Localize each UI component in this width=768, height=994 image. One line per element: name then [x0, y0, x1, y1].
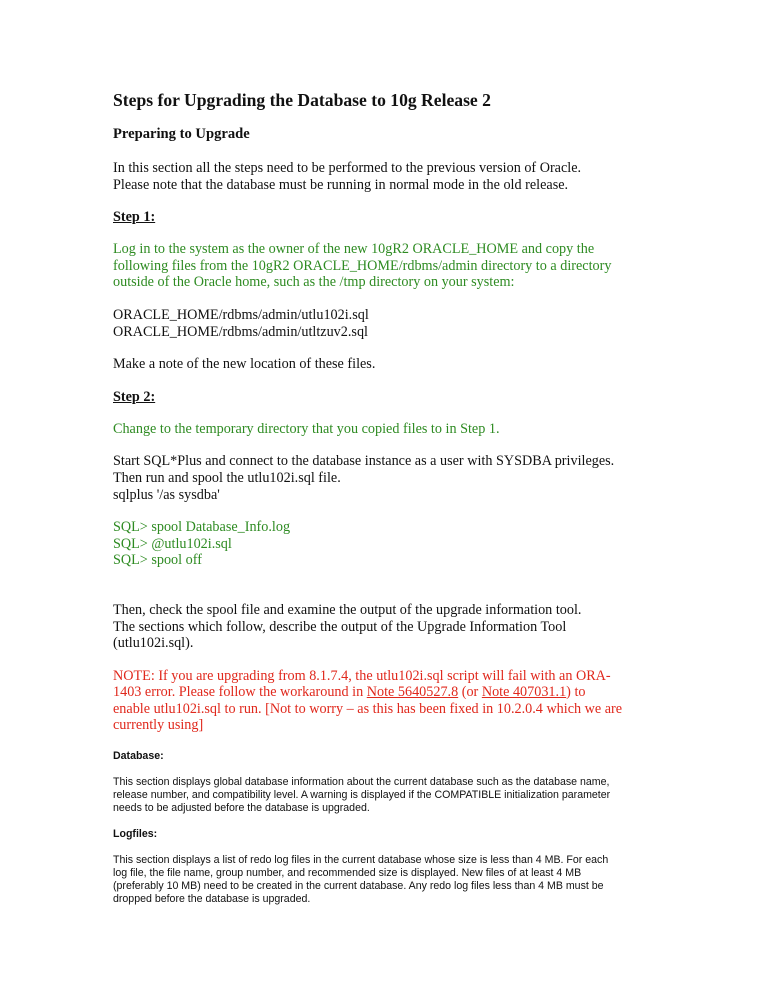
database-heading: Database:	[113, 750, 164, 763]
spool-check-paragraph: Then, check the spool file and examine the output of the upgrade information tool. The sections which follow, describe the output of the Upgrade Information Tool (utlu102i.sql).	[113, 601, 582, 652]
sql-command: SQL> spool off	[113, 552, 202, 569]
sql-command: SQL> spool Database_Info.log	[113, 519, 291, 536]
sql-command: SQL> @utlu102i.sql	[113, 535, 232, 552]
sql-commands	[113, 519, 653, 569]
logfiles-heading: Logfiles:	[113, 828, 158, 841]
upgrade-note: NOTE: If you are upgrading from 8.1.7.4, the utlu102i.sql script will fail with an ORA- 1403 error. Please follow the workaround in Note 5640527.8 (or Note 407031.1) to enable utlu102i.sql to run. [Not to worry – as this has been fixed in 10.2.0.4 which we are currently using]	[113, 667, 623, 734]
step1-heading: Step 1:	[113, 209, 156, 226]
database-description: This section displays global database information about the current database such as the database name, release number, and compatibility level. A warning is displayed if the COMPATIBLE initialization parameter needs to be adjusted before the database is upgraded.	[113, 776, 611, 815]
file-path: ORACLE_HOME/rdbms/admin/utlu102i.sql	[113, 306, 369, 323]
step2-change-dir: Change to the temporary directory that you copied files to in Step 1.	[113, 420, 500, 437]
file-path: ORACLE_HOME/rdbms/admin/utltzuv2.sql	[113, 323, 368, 340]
step2-start-sqlplus: Start SQL*Plus and connect to the database instance as a user with SYSDBA privileges. Then run and spool the utlu102i.sql file. sqlplus '/as sysdba'	[113, 453, 615, 503]
step1-file-list	[113, 307, 653, 340]
step1-instruction: Log in to the system as the owner of the new 10gR2 ORACLE_HOME and copy the following files from the 10gR2 ORACLE_HOME/rdbms/admin directory to a directory outside of the Oracle home, such as the /tmp directory on your system:	[113, 241, 612, 291]
note-link-407031[interactable]: Note 407031.1	[481, 684, 567, 701]
note-link-5640527[interactable]: Note 5640527.8	[366, 684, 459, 701]
logfiles-description: This section displays a list of redo log files in the current database whose size is less than 4 MB. For each log file, the file name, group number, and recommended size is displayed. New files of at least 4 MB (preferably 10 MB) need to be created in the current database. Any redo log files less than 4 MB must be dropped before the database is upgraded.	[113, 854, 609, 906]
document-content	[113, 90, 653, 919]
step2-heading: Step 2:	[113, 388, 156, 405]
intro-paragraph: In this section all the steps need to be performed to the previous version of Oracle. Please note that the database must be running in normal mode in the old release.	[113, 160, 582, 193]
step1-note: Make a note of the new location of these files.	[113, 356, 376, 373]
page-title: Steps for Upgrading the Database to 10g Release 2	[113, 90, 491, 110]
preparing-heading: Preparing to Upgrade	[113, 126, 250, 142]
